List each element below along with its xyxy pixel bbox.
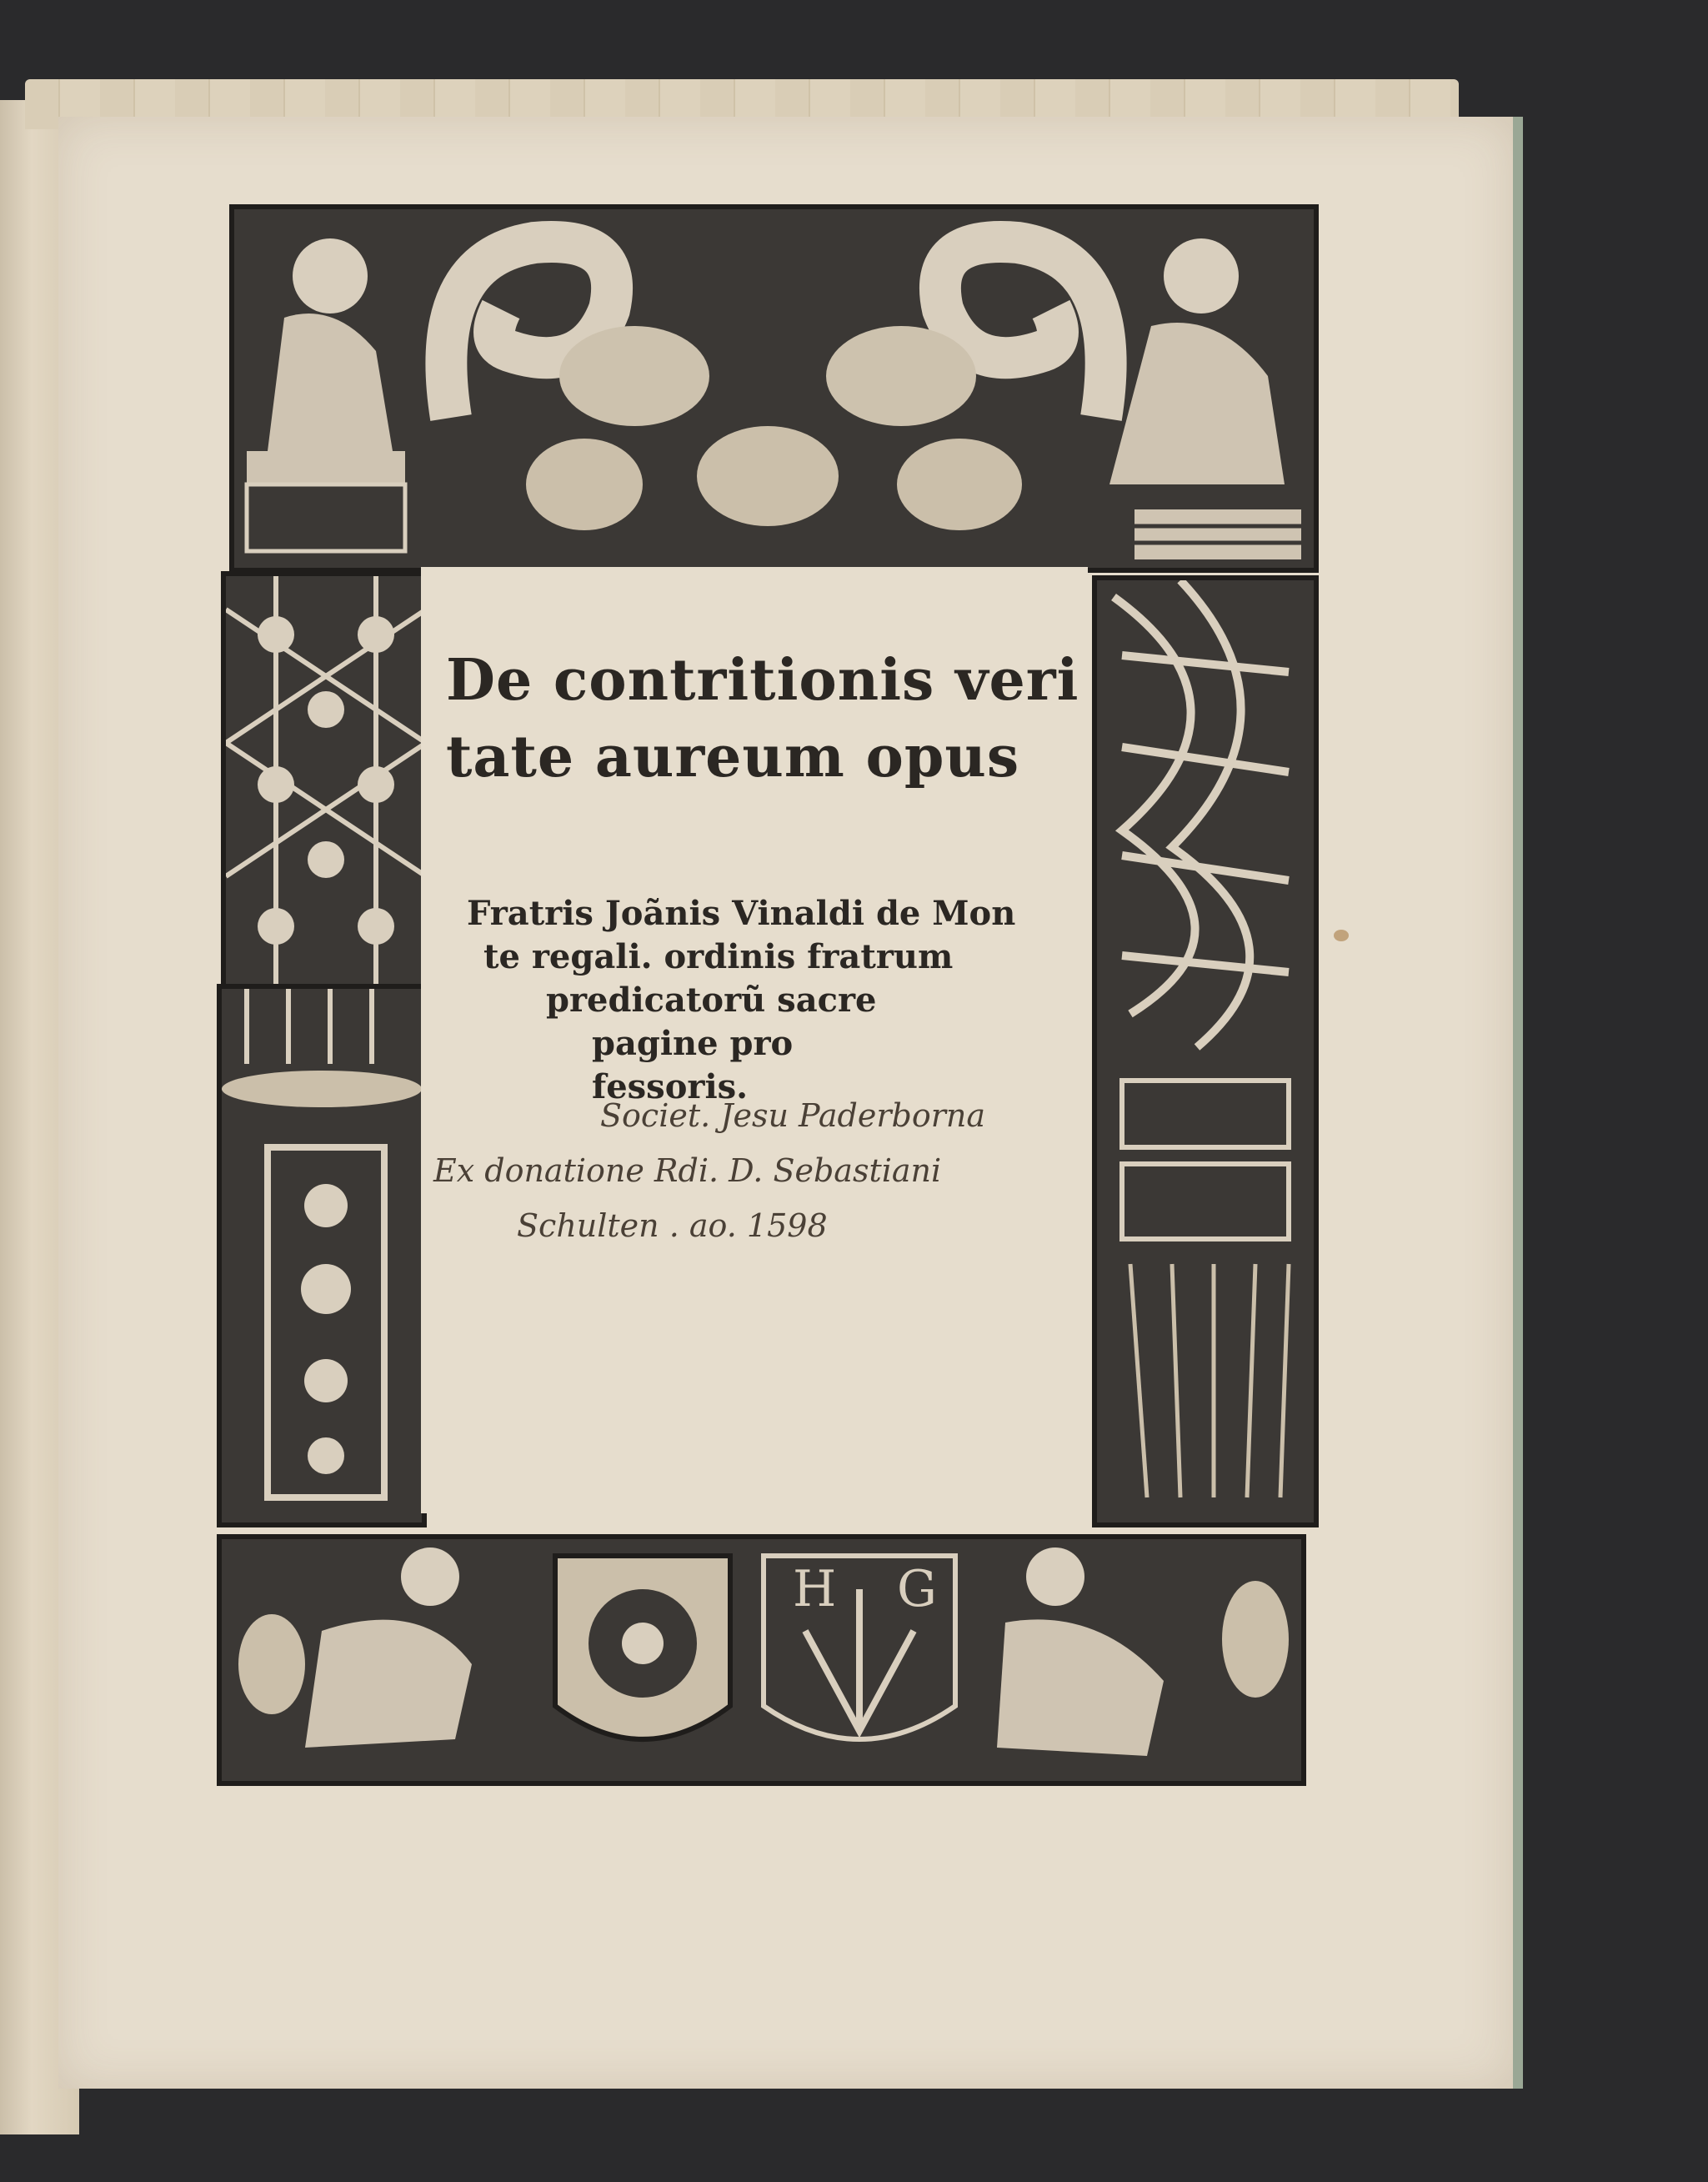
woodcut-left-column-stars — [221, 571, 431, 990]
book-title — [446, 642, 1079, 795]
star-lattice-illustration — [226, 576, 426, 985]
shield-letter-left: H — [793, 1560, 837, 1618]
author-line: pagine pro — [592, 1024, 794, 1063]
handwritten-provenance-note — [433, 1088, 1117, 1253]
title-line: tate aureum opus — [446, 724, 1020, 790]
putti-and-shields-illustration — [222, 1539, 1301, 1781]
inscription-line: Schulten . ao. 1598 — [517, 1207, 828, 1244]
inscription-line: Ex donatione Rdi. D. Sebastiani — [433, 1152, 942, 1189]
shield-letter-right: G — [897, 1560, 937, 1618]
woodcut-top-panel — [229, 204, 1319, 573]
author-statement — [467, 892, 1050, 1109]
author-line: fessoris. — [592, 1067, 749, 1106]
woodcut-left-column-base — [217, 984, 427, 1527]
woodcut-right-column — [1092, 575, 1319, 1527]
author-line: te regali. ordinis fratrum — [483, 937, 954, 976]
author-line: Fratris Joãnis Vinaldi de Mon — [467, 894, 1016, 933]
woodcut-bottom-panel — [217, 1534, 1306, 1786]
inscription-line: Societ. Jesu Paderborna — [600, 1097, 986, 1134]
title-line: De contritionis veri — [446, 647, 1079, 714]
column-base-illustration — [222, 989, 422, 1522]
twisted-column-illustration — [1097, 580, 1314, 1522]
author-line: predicatorũ sacre — [546, 981, 877, 1020]
putti-and-squirrels-illustration — [234, 209, 1314, 568]
foxing-spot — [1334, 930, 1349, 941]
